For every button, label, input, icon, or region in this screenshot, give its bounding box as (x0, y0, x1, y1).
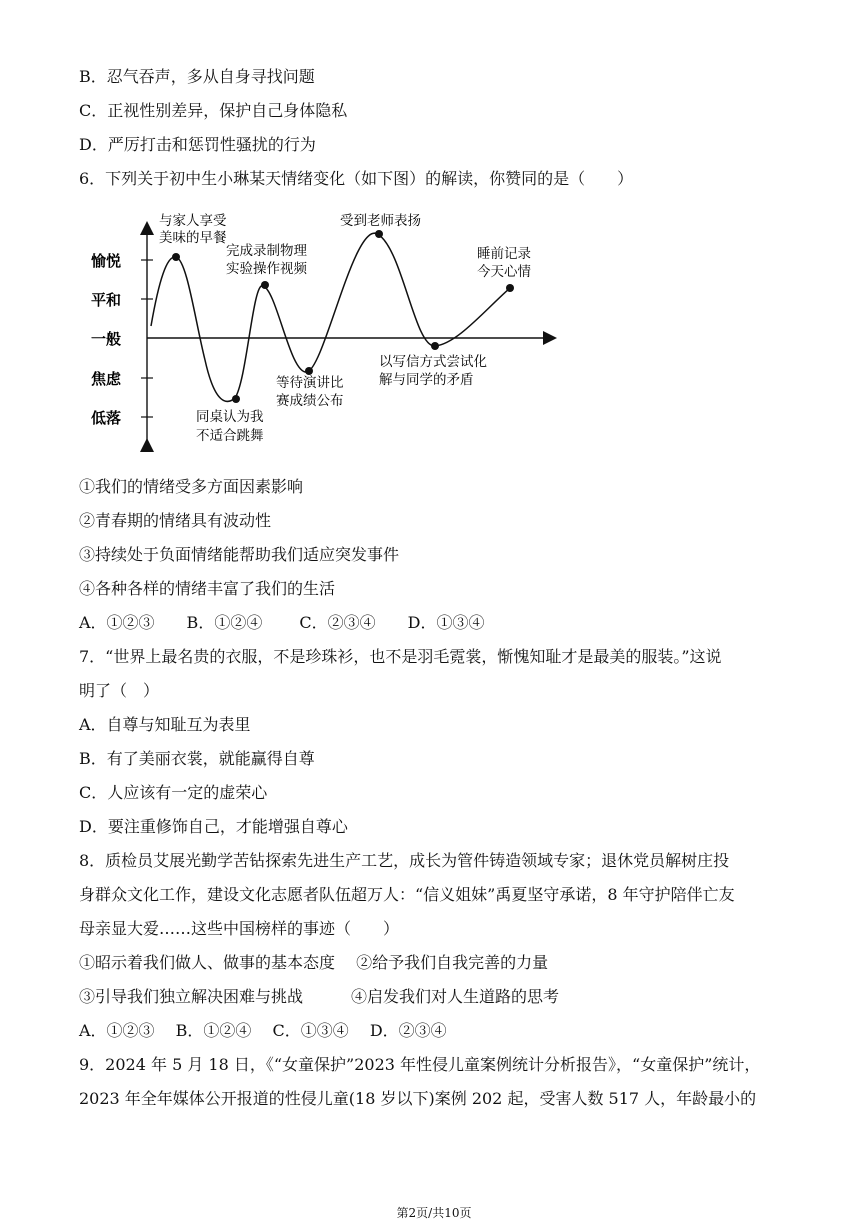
event-point-physics-video (261, 281, 269, 289)
q7-option-b: B．有了美丽衣裳，就能赢得自尊 (79, 749, 315, 768)
event-label-breakfast-2: 美味的早餐 (159, 230, 227, 246)
event-label-speech-result-1: 等待演讲比 (276, 375, 344, 391)
event-label-physics-video-1: 完成录制物理 (226, 243, 307, 259)
q8-stem-line-2: 身群众文化工作，建设文化志愿者队伍超万人：“信义姐妹”禹夏坚守承诺，8 年守护陪伴亡友 (79, 885, 735, 904)
page-footer: 第2页/共10页 (396, 1206, 472, 1220)
event-point-deskmate (232, 395, 240, 403)
y-label-diluo: 低落 (91, 409, 122, 427)
q8-stem-line-1: 8．质检员艾展光勤学苦钻探索先进生产工艺，成长为管件铸造领域专家；退休党员解树庄投 (79, 851, 730, 870)
q7-option-d: D．要注重修饰自己，才能增强自尊心 (79, 817, 348, 836)
event-label-breakfast-1: 与家人享受 (159, 213, 227, 229)
emotion-curve-svg (85, 200, 565, 460)
y-label-pinghe: 平和 (91, 291, 122, 309)
q5-option-b: B．忍气吞声，多从自身寻找问题 (79, 67, 315, 86)
event-label-physics-video-2: 实验操作视频 (226, 261, 307, 277)
event-label-diary-2: 今天心情 (477, 264, 531, 280)
q6-statement-1: ①我们的情绪受多方面因素影响 (79, 477, 304, 496)
y-label-yuyue: 愉悦 (91, 252, 122, 270)
event-label-deskmate-2: 不适合跳舞 (196, 428, 264, 444)
event-point-letter (431, 342, 439, 350)
q6-statement-2: ②青春期的情绪具有波动性 (79, 511, 272, 530)
q8-statements-row-1: ①昭示着我们做人、做事的基本态度 ②给予我们自我完善的力量 (79, 953, 549, 972)
event-label-diary-1: 睡前记录 (477, 246, 531, 262)
event-point-teacher-praise (375, 230, 383, 238)
q6-options: A．①②③ B．①②④ C．②③④ D．①③④ (79, 613, 485, 632)
q8-statements-row-2: ③引导我们独立解决困难与挑战 ④启发我们对人生道路的思考 (79, 987, 560, 1006)
event-point-diary (506, 284, 514, 292)
q6-stem: 6．下列关于初中生小琳某天情绪变化（如下图）的解读，你赞同的是（ ） (79, 169, 634, 188)
event-label-speech-result-2: 赛成绩公布 (276, 393, 344, 409)
y-label-yiban: 一般 (91, 330, 122, 348)
q7-option-c: C．人应该有一定的虚荣心 (79, 783, 268, 802)
q7-option-a: A．自尊与知耻互为表里 (79, 715, 251, 734)
q5-option-d: D．严厉打击和惩罚性骚扰的行为 (79, 135, 316, 154)
q6-statement-3: ③持续处于负面情绪能帮助我们适应突发事件 (79, 545, 400, 564)
emotion-curve-chart (85, 200, 565, 460)
q8-stem-line-3: 母亲显大爱……这些中国榜样的事迹（ ） (79, 919, 400, 938)
q9-line-1: 9．2024 年 5 月 18 日，《“女童保护”2023 年性侵儿童案例统计分析报告》，“女童保护”统计， (79, 1055, 761, 1074)
event-label-letter-2: 解与同学的矛盾 (379, 372, 474, 388)
q9-line-2: 2023 年全年媒体公开报道的性侵儿童(18 岁以下)案例 202 起，受害人数 517 人，年龄最小的 (79, 1089, 757, 1108)
q5-option-c: C．正视性别差异，保护自己身体隐私 (79, 101, 348, 120)
q8-options: A．①②③ B．①②④ C．①③④ D．②③④ (79, 1021, 447, 1040)
event-label-teacher-praise: 受到老师表扬 (340, 213, 421, 229)
q6-statement-4: ④各种各样的情绪丰富了我们的生活 (79, 579, 336, 598)
q7-stem-line-2: 明了（ ） (79, 681, 160, 700)
event-point-breakfast (172, 253, 180, 261)
event-label-letter-1: 以写信方式尝试化 (379, 354, 487, 370)
q7-stem-line-1: 7．“世界上最名贵的衣服，不是珍珠衫，也不是羽毛霓裳，惭愧知耻才是最美的服装。”这说 (79, 647, 722, 666)
event-point-speech-result (305, 367, 313, 375)
y-label-jiaolv: 焦虑 (91, 370, 122, 388)
event-label-deskmate-1: 同桌认为我 (196, 409, 264, 425)
